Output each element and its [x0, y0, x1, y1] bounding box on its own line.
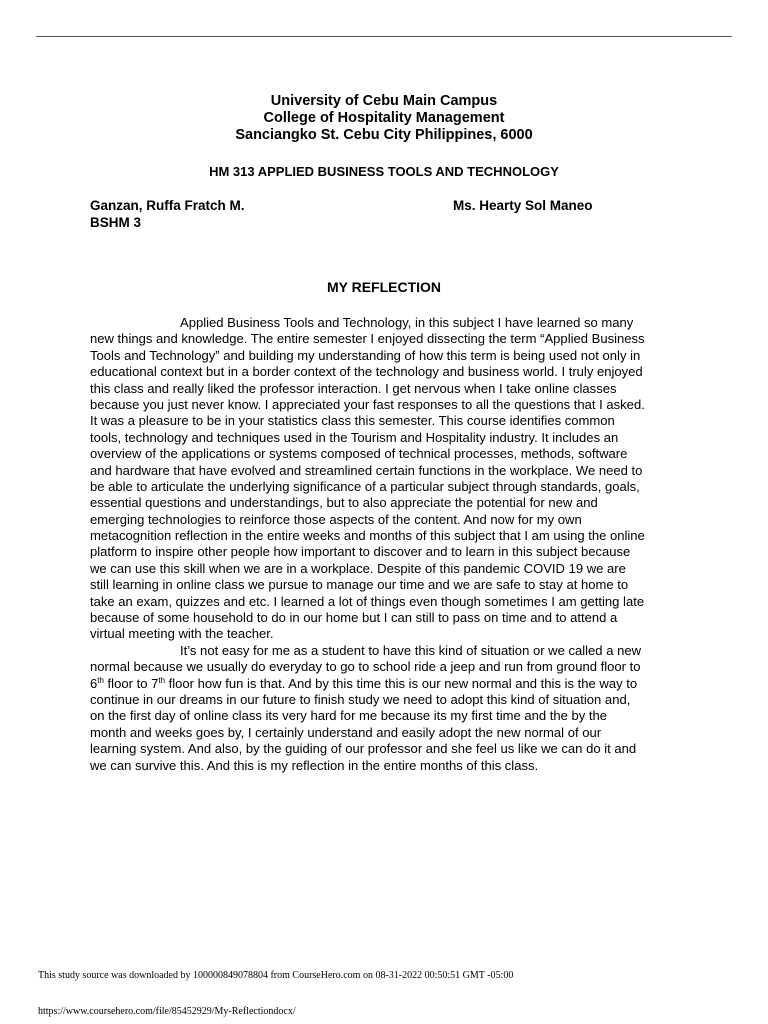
document-header — [0, 93, 768, 144]
ordinal-suffix: th — [158, 675, 166, 685]
body-line: overview of the applications or systems composed of technical processes, methods, software — [90, 446, 628, 462]
body-line-floors — [90, 676, 690, 692]
body-line: metacognition reflection in the entire weeks and months of this subject that I am using the online — [90, 528, 645, 544]
body-line: and hardware that have evolved and streamlined certain functions in the workplace. We need to — [90, 462, 643, 478]
body-line: we can survive this. And this is my reflection in the entire months of this class. — [90, 757, 539, 773]
top-divider — [36, 36, 732, 37]
student-name: Ganzan, Ruffa Fratch M. — [90, 198, 245, 213]
line-text: floor how fun is that. And by this time this is our new normal and this is the way to — [165, 675, 638, 691]
university-name: University of Cebu Main Campus — [270, 93, 498, 109]
body-line: we can use this skill when we are in a workplace. Despite of this pandemic COVID 19 we are — [90, 560, 626, 576]
body-line: still learning in online class we pursue to manage our time and we are safe to stay at home to — [90, 577, 629, 593]
body-line: normal because we usually do everyday to go to school ride a jeep and run from ground floor to — [90, 659, 641, 675]
body-line: new things and knowledge. The entire semester I enjoyed dissecting the term “Applied Business — [90, 331, 645, 347]
body-line: platform to inspire other people how important to discover and to learn in this subject because — [90, 544, 631, 560]
body-line: virtual meeting with the teacher. — [90, 626, 274, 642]
body-line: be able to articulate the underlying significance of a particular subject through standards, goals, — [90, 478, 640, 494]
line-text: floor to 7 — [103, 675, 159, 691]
reflection-body — [90, 315, 690, 774]
body-line: take an exam, quizzes and etc. I learned a lot of things even though sometimes I am getting late — [90, 593, 645, 609]
source-url[interactable]: https://www.coursehero.com/file/85452929/My-Reflectiondocx/ — [38, 1006, 296, 1017]
body-line: Tools and Technology” and building my understanding of how this term is being used not only in — [90, 347, 641, 363]
student-program: BSHM 3 — [90, 215, 142, 230]
instructor-name: Ms. Hearty Sol Maneo — [453, 198, 593, 213]
body-line: It was a pleasure to be in your statistics class this semester. This course identifies common — [90, 413, 615, 429]
college-name: College of Hospitality Management — [263, 110, 505, 126]
reflection-title: MY REFLECTION — [326, 279, 442, 295]
address: Sanciangko St. Cebu City Philippines, 6000 — [235, 127, 533, 143]
body-line: tools, technology and techniques used in the Tourism and Hospitality industry. It includes an — [90, 429, 619, 445]
course-title: HM 313 APPLIED BUSINESS TOOLS AND TECHNOLOGY — [209, 164, 559, 179]
body-line: on the first day of online class its very hard for me because its my first time and the by the — [90, 708, 608, 724]
body-line: essential questions and understandings, but to also appreciate the potential for new and — [90, 495, 598, 511]
download-notice: This study source was downloaded by 100000849078804 from CourseHero.com on 08-31-2022 00:50:51 GMT -05:00 — [38, 970, 514, 981]
body-line: this class and really liked the professor interaction. I get nervous when I take online classes — [90, 380, 617, 396]
body-line: emerging technologies to reinforce those aspects of the content. And now for my own — [90, 511, 582, 527]
body-line: It’s not easy for me as a student to have this kind of situation or we called a new — [180, 642, 642, 658]
body-line: learning system. And also, by the guiding of our professor and she feel us like we can do it and — [90, 741, 637, 757]
body-line: because you just never know. I appreciated your fast responses to all the questions that I asked. — [90, 396, 645, 412]
body-line: Applied Business Tools and Technology, in this subject I have learned so many — [180, 315, 634, 330]
body-line: continue in our dreams in our future to finish study we need to adopt this kind of situation and, — [90, 691, 631, 707]
body-line: educational context but in a border context of the technology and business world. I truly enjoyed — [90, 364, 643, 380]
floor-number: 6 — [90, 675, 98, 691]
body-line: month and weeks goes by, I certainly understand and easily adopt the new normal of our — [90, 724, 602, 740]
body-line: because of some household to do in our home but I can still to pass on time and to attend a — [90, 610, 618, 626]
ordinal-suffix: th — [97, 675, 104, 685]
